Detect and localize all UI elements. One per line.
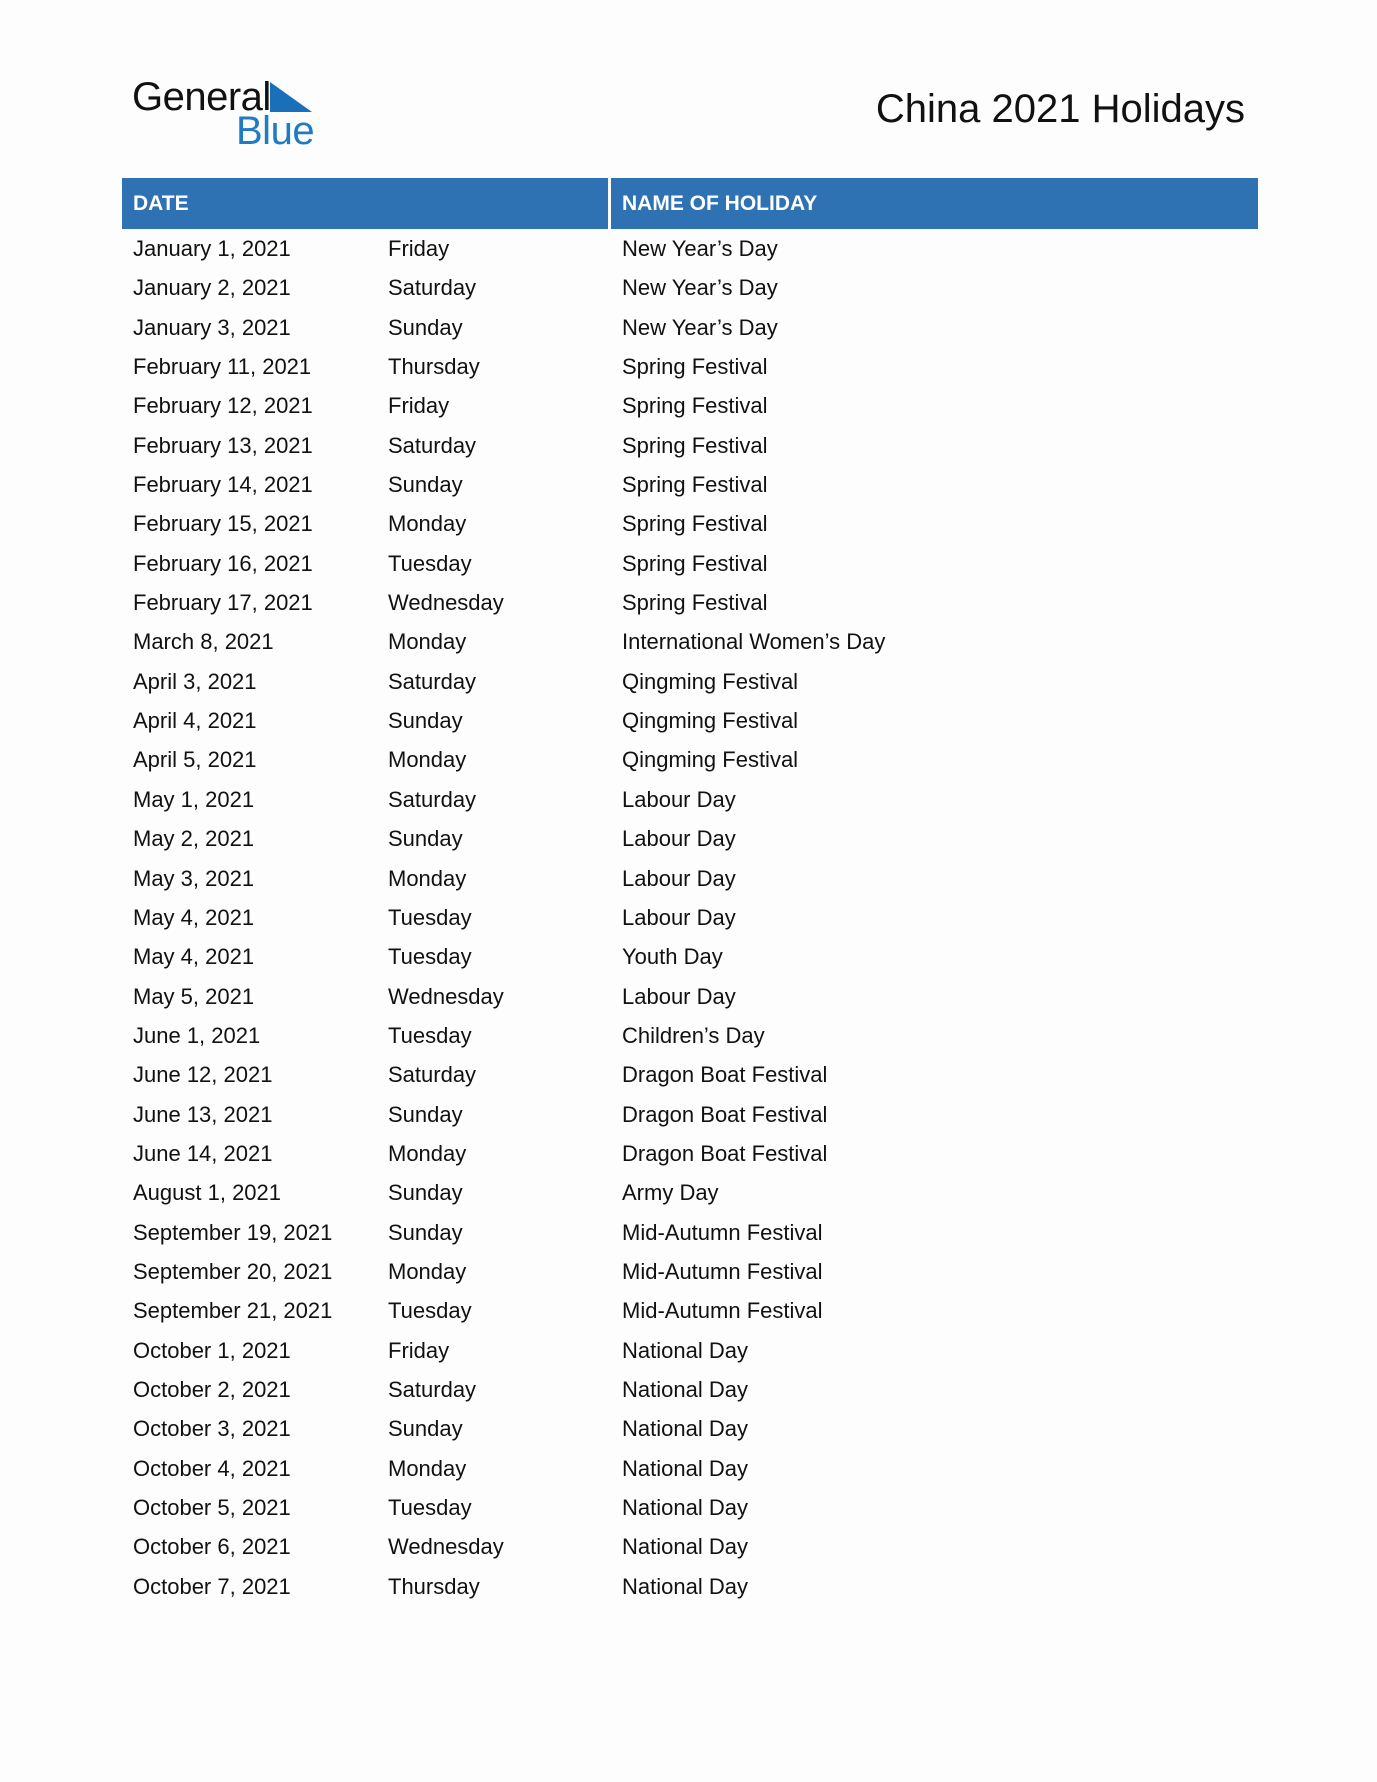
table-row [122,308,1258,347]
holiday-name-cell: Army Day [622,1180,719,1206]
weekday-cell: Saturday [388,1376,477,1402]
weekday-cell: Monday [388,511,467,537]
generalblue-logo [132,74,322,154]
table-row [122,1488,1258,1527]
weekday-cell: Wednesday [388,590,504,616]
table-row [122,1016,1258,1055]
table-row [122,1213,1258,1252]
weekday-cell: Monday [388,1140,467,1166]
weekday-cell: Saturday [388,786,477,812]
weekday-cell: Wednesday [388,983,504,1009]
weekday-cell: Monday [388,1258,467,1284]
date-cell: January 3, 2021 [133,314,291,340]
weekday-cell: Sunday [388,1101,463,1127]
holiday-name-cell: Spring Festival [622,590,768,616]
column-header-date: DATE [122,178,608,229]
date-cell: September 19, 2021 [133,1219,333,1245]
table-header [122,178,1258,229]
date-cell: October 3, 2021 [133,1416,291,1442]
table-row [122,622,1258,661]
date-cell: August 1, 2021 [133,1180,282,1206]
weekday-cell: Monday [388,747,467,773]
date-cell: May 4, 2021 [133,904,255,930]
date-cell: February 13, 2021 [133,432,313,458]
holidays-table [122,178,1258,1606]
holiday-name-cell: Labour Day [622,904,736,930]
table-row [122,1095,1258,1134]
weekday-cell: Friday [388,236,450,261]
holiday-name-cell: National Day [622,1376,748,1402]
table-row [122,859,1258,898]
holiday-name-cell: Spring Festival [622,393,768,419]
date-cell: October 7, 2021 [133,1573,291,1599]
date-cell: February 14, 2021 [133,472,313,498]
table-row [122,386,1258,425]
table-row [122,1409,1258,1448]
date-cell: June 14, 2021 [133,1140,273,1166]
table-row [122,1449,1258,1488]
weekday-cell: Saturday [388,1062,477,1088]
holiday-name-cell: Qingming Festival [622,668,799,694]
weekday-cell: Sunday [388,1180,463,1206]
date-cell: January 1, 2021 [133,236,291,261]
holiday-name-cell: Labour Day [622,865,736,891]
date-cell: March 8, 2021 [133,629,274,655]
weekday-cell: Thursday [388,354,480,380]
table-row [122,819,1258,858]
date-cell: June 1, 2021 [133,1022,261,1048]
table-row [122,544,1258,583]
date-cell: June 13, 2021 [133,1101,273,1127]
table-row [122,1134,1258,1173]
table-row [122,740,1258,779]
table-row [122,1567,1258,1606]
holiday-name-cell: Mid-Autumn Festival [622,1258,823,1284]
page-title: China 2021 Holidays [875,87,1245,131]
date-cell: January 2, 2021 [133,275,291,301]
weekday-cell: Tuesday [388,944,472,970]
holiday-name-cell: National Day [622,1573,748,1599]
holiday-name-cell: New Year’s Day [622,236,778,261]
date-cell: February 17, 2021 [133,590,313,616]
table-row [122,347,1258,386]
weekday-cell: Wednesday [388,1534,504,1560]
table-row [122,504,1258,543]
weekday-cell: Sunday [388,1219,463,1245]
table-row [122,1370,1258,1409]
holiday-name-cell: Qingming Festival [622,747,799,773]
holiday-name-cell: National Day [622,1416,748,1442]
table-row [122,1291,1258,1330]
holiday-name-cell: Mid-Autumn Festival [622,1298,823,1324]
holiday-name-cell: Spring Festival [622,354,768,380]
date-cell: May 1, 2021 [133,786,255,812]
holiday-name-cell: Labour Day [622,786,736,812]
table-row [122,701,1258,740]
date-cell: September 20, 2021 [133,1258,333,1284]
table-body [122,229,1258,1606]
table-row [122,898,1258,937]
logo-text-general: General [132,75,271,119]
column-header-holiday-name: NAME OF HOLIDAY [611,178,1258,229]
holiday-name-cell: Children’s Day [622,1022,765,1048]
table-row [122,937,1258,976]
table-row [122,1173,1258,1212]
holiday-name-cell: National Day [622,1455,748,1481]
weekday-cell: Tuesday [388,1298,472,1324]
holiday-name-cell: National Day [622,1337,748,1363]
date-cell: October 5, 2021 [133,1495,291,1520]
date-cell: May 2, 2021 [133,826,255,852]
weekday-cell: Tuesday [388,550,472,576]
holiday-name-cell: Youth Day [622,944,723,970]
table-row [122,229,1258,268]
holiday-name-cell: National Day [622,1534,748,1560]
holiday-name-cell: Mid-Autumn Festival [622,1219,823,1245]
table-row [122,465,1258,504]
holiday-name-cell: New Year’s Day [622,314,778,340]
weekday-cell: Sunday [388,826,463,852]
weekday-cell: Saturday [388,275,477,301]
table-row [122,1252,1258,1291]
date-cell: October 6, 2021 [133,1534,291,1560]
holiday-name-cell: Dragon Boat Festival [622,1101,828,1127]
date-cell: May 3, 2021 [133,865,255,891]
weekday-cell: Saturday [388,668,477,694]
holiday-name-cell: Spring Festival [622,550,768,576]
date-cell: June 12, 2021 [133,1062,273,1088]
holiday-name-cell: New Year’s Day [622,275,778,301]
holiday-name-cell: Labour Day [622,826,736,852]
holiday-name-cell: Dragon Boat Festival [622,1062,828,1088]
weekday-cell: Thursday [388,1573,480,1599]
table-row [122,662,1258,701]
date-cell: October 2, 2021 [133,1376,291,1402]
date-cell: February 11, 2021 [133,354,312,380]
weekday-cell: Friday [388,1337,450,1363]
holiday-name-cell: Labour Day [622,983,736,1009]
weekday-cell: Saturday [388,432,477,458]
logo-text-blue: Blue [236,109,315,153]
date-cell: April 3, 2021 [133,668,257,694]
weekday-cell: Monday [388,865,467,891]
weekday-cell: Sunday [388,1416,463,1442]
weekday-cell: Sunday [388,472,463,498]
table-row [122,583,1258,622]
weekday-cell: Tuesday [388,904,472,930]
table-row [122,1527,1258,1566]
date-cell: September 21, 2021 [133,1298,333,1324]
table-row [122,268,1258,307]
table-row [122,780,1258,819]
holiday-name-cell: International Women’s Day [622,629,886,655]
table-row [122,977,1258,1016]
holiday-name-cell: Spring Festival [622,472,768,498]
weekday-cell: Tuesday [388,1022,472,1048]
weekday-cell: Sunday [388,708,463,734]
date-cell: February 12, 2021 [133,393,313,419]
date-cell: February 16, 2021 [133,550,313,576]
date-cell: May 5, 2021 [133,983,255,1009]
weekday-cell: Friday [388,393,450,419]
date-cell: October 4, 2021 [133,1455,291,1481]
date-cell: April 5, 2021 [133,747,257,773]
holiday-name-cell: Spring Festival [622,511,768,537]
holiday-name-cell: Qingming Festival [622,708,799,734]
table-row [122,1331,1258,1370]
date-cell: October 1, 2021 [133,1337,291,1363]
table-row [122,426,1258,465]
weekday-cell: Monday [388,1455,467,1481]
date-cell: April 4, 2021 [133,708,257,734]
date-cell: May 4, 2021 [133,944,255,970]
weekday-cell: Tuesday [388,1495,472,1520]
weekday-cell: Sunday [388,314,463,340]
table-row [122,1055,1258,1094]
date-cell: February 15, 2021 [133,511,313,537]
holiday-name-cell: Dragon Boat Festival [622,1140,828,1166]
holiday-name-cell: National Day [622,1495,748,1520]
weekday-cell: Monday [388,629,467,655]
holiday-name-cell: Spring Festival [622,432,768,458]
